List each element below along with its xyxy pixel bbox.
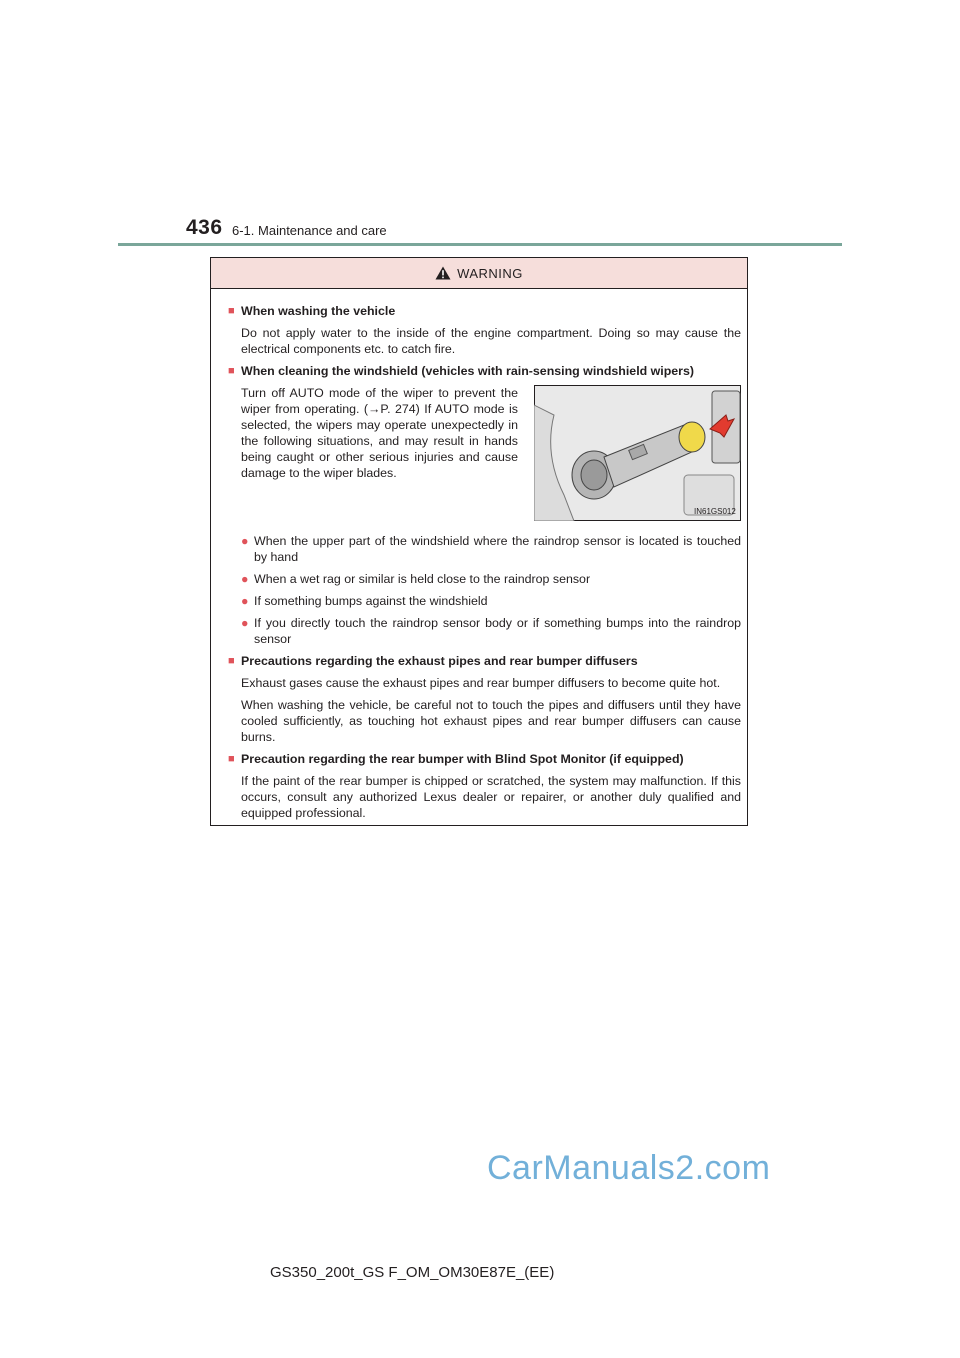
section-title: 6-1. Maintenance and care	[232, 223, 387, 238]
list-item: ● When the upper part of the windshield where the raindrop sensor is located is touched by hand	[241, 534, 741, 564]
square-bullet-icon: ■	[228, 305, 235, 317]
circle-bullet-icon: ●	[241, 616, 249, 630]
warning-title: WARNING	[457, 265, 523, 281]
topic-heading: ■ When washing the vehicle	[228, 304, 396, 318]
circle-bullet-icon: ●	[241, 594, 249, 608]
wiper-switch-illustration	[534, 385, 741, 521]
square-bullet-icon: ■	[228, 753, 235, 765]
topic-paragraph: If the paint of the rear bumper is chipped or scratched, the system may malfunction. If this occurs, consult any authorized Lexus dealer or repairer, or another duly qualified and equipped professional.	[241, 774, 741, 820]
page-number: 436	[186, 216, 223, 239]
figure-text: Turn off AUTO mode of the wiper to prevent the wiper from operating. (→P. 274) If AUTO mode is selected, the wipers may operate unexpectedly in the following situations, and may result in hands being caught or other serious injuries and cause damage to the wiper blades.	[241, 386, 518, 480]
topic-paragraph: When washing the vehicle, be careful not to touch the pipes and diffusers until they have cooled sufficiently, as touching hot exhaust pipes and rear bumper diffusers can cause burns.	[241, 698, 741, 744]
topic-heading: ■ Precautions regarding the exhaust pipes and rear bumper diffusers	[228, 654, 638, 668]
square-bullet-icon: ■	[228, 655, 235, 667]
topic-paragraph: Exhaust gases cause the exhaust pipes and rear bumper diffusers to become quite hot.	[241, 676, 721, 690]
list-item: ● If something bumps against the windshield	[241, 594, 488, 608]
circle-bullet-icon: ●	[241, 534, 249, 548]
header-rule	[118, 243, 842, 246]
warning-header	[211, 258, 747, 289]
square-bullet-icon: ■	[228, 365, 235, 377]
footer-doc-code: GS350_200t_GS F_OM_OM30E87E_(EE)	[270, 1264, 555, 1281]
topic-heading: ■ Precaution regarding the rear bumper with Blind Spot Monitor (if equipped)	[228, 752, 684, 766]
topic-paragraph: Do not apply water to the inside of the engine compartment. Doing so may cause the electrical components etc. to catch fire.	[241, 326, 741, 356]
figure-row	[241, 385, 741, 521]
figure-code: IN61GS012	[694, 507, 736, 516]
circle-bullet-icon: ●	[241, 572, 249, 586]
list-item: ● If you directly touch the raindrop sensor body or if something bumps into the raindrop sensor	[241, 616, 741, 646]
warning-box	[210, 257, 748, 826]
watermark-logo: CarManuals2.com	[487, 1149, 771, 1187]
warning-triangle-icon	[435, 266, 451, 280]
warning-body	[211, 289, 747, 821]
list-item: ● When a wet rag or similar is held close to the raindrop sensor	[241, 572, 591, 586]
topic-heading: ■ When cleaning the windshield (vehicles with rain-sensing windshield wipers)	[228, 364, 695, 378]
